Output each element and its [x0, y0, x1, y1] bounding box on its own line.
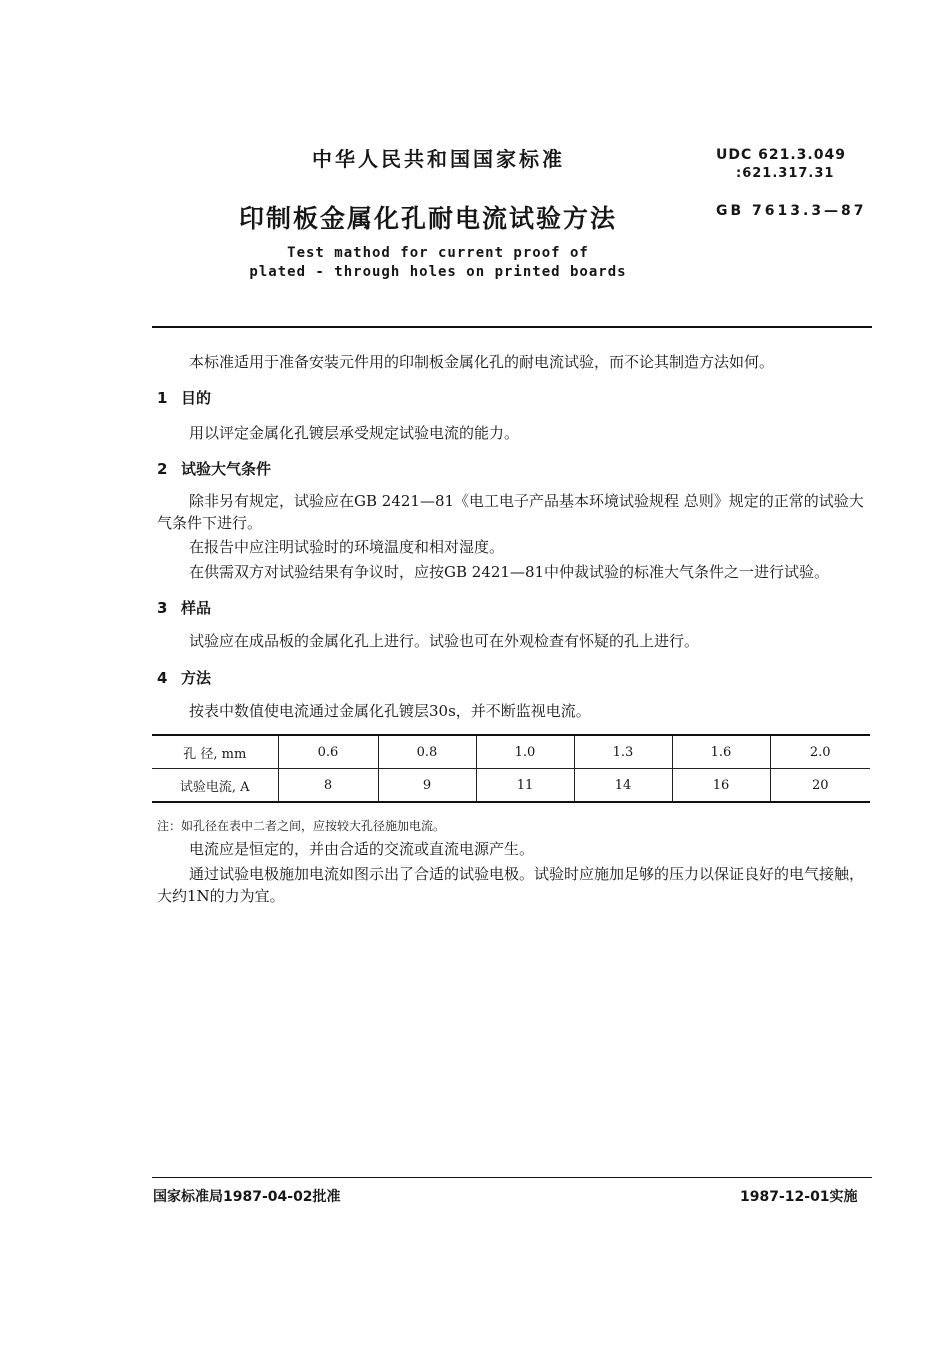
- section-title: 样品: [181, 599, 212, 617]
- document-title-en-line-1: Test mathod for current proof of: [287, 245, 589, 261]
- table-cell: 16: [672, 769, 770, 803]
- section-2-paragraph-2: 在报告中应注明试验时的环境温度和相对湿度。: [189, 538, 505, 556]
- udc-code-line-1: UDC 621.3.049: [716, 147, 846, 163]
- section-3-text: 试验应在成品板的金属化孔上进行。试验也可在外观检查有怀疑的孔上进行。: [189, 632, 700, 650]
- table-cell: 20: [770, 769, 870, 803]
- table-cell: 1.6: [672, 735, 770, 769]
- section-2-paragraph-3: 在供需双方对试验结果有争议时，应按GB 2421—81中仲裁试验的标准大气条件之一进行试验。: [189, 563, 830, 581]
- approval-date: 国家标准局1987-04-02批准: [153, 1189, 341, 1205]
- section-1-heading: [157, 387, 211, 408]
- table-row: [152, 735, 870, 769]
- section-title: 方法: [181, 669, 212, 687]
- standard-organization: 中华人民共和国国家标准: [312, 147, 565, 171]
- section-1-text: 用以评定金属化孔镀层承受规定试验电流的能力。: [189, 424, 520, 442]
- section-title: 试验大气条件: [181, 460, 272, 478]
- table-cell: 0.8: [378, 735, 476, 769]
- table-cell: 0.6: [278, 735, 378, 769]
- row-label-hole-diameter: 孔 径, mm: [152, 735, 278, 769]
- table-cell: 1.3: [574, 735, 672, 769]
- table-cell: 9: [378, 769, 476, 803]
- document-title-en-line-2: plated - through holes on printed boards: [249, 264, 627, 280]
- section-number: 1: [157, 389, 168, 407]
- electrode-paragraph: 通过试验电极施加电流如图示出了合适的试验电极。试验时应施加足够的压力以保证良好的电气接触，大约1N的力为宜。: [157, 865, 865, 905]
- section-4-heading: [157, 667, 211, 688]
- scope-paragraph: 本标准适用于准备安装元件用的印制板金属化孔的耐电流试验，而不论其制造方法如何。: [189, 353, 775, 371]
- header-divider: [152, 326, 872, 328]
- section-3-heading: [157, 597, 211, 618]
- section-2-paragraph-1: 除非另有规定，试验应在GB 2421—81《电工电子产品基本环境试验规程 总则》规定的正常的试验大气条件下进行。: [157, 492, 864, 532]
- section-title: 目的: [181, 389, 212, 407]
- current-test-table: [152, 734, 870, 803]
- table-cell: 2.0: [770, 735, 870, 769]
- current-paragraph: 电流应是恒定的，并由合适的交流或直流电源产生。: [189, 840, 535, 858]
- implementation-date: 1987-12-01实施: [740, 1189, 858, 1205]
- table-cell: 8: [278, 769, 378, 803]
- udc-code-line-2: :621.317.31: [736, 166, 835, 181]
- table-row: [152, 769, 870, 803]
- section-2-heading: [157, 458, 271, 479]
- section-number: 3: [157, 599, 168, 617]
- footer-divider: [152, 1177, 872, 1178]
- row-label-test-current: 试验电流, A: [179, 779, 250, 795]
- table-note: 注：如孔径在表中二者之间，应按较大孔径施加电流。: [157, 819, 446, 833]
- section-number: 2: [157, 460, 168, 478]
- table-cell: 1.0: [476, 735, 574, 769]
- document-title-cn: 印制板金属化孔耐电流试验方法: [239, 204, 618, 233]
- table-cell: 14: [574, 769, 672, 803]
- section-number: 4: [157, 669, 168, 687]
- table-cell: 11: [476, 769, 574, 803]
- section-4-text: 按表中数值使电流通过金属化孔镀层30s，并不断监视电流。: [189, 702, 591, 720]
- gb-standard-code: GB 7613.3—87: [716, 203, 867, 219]
